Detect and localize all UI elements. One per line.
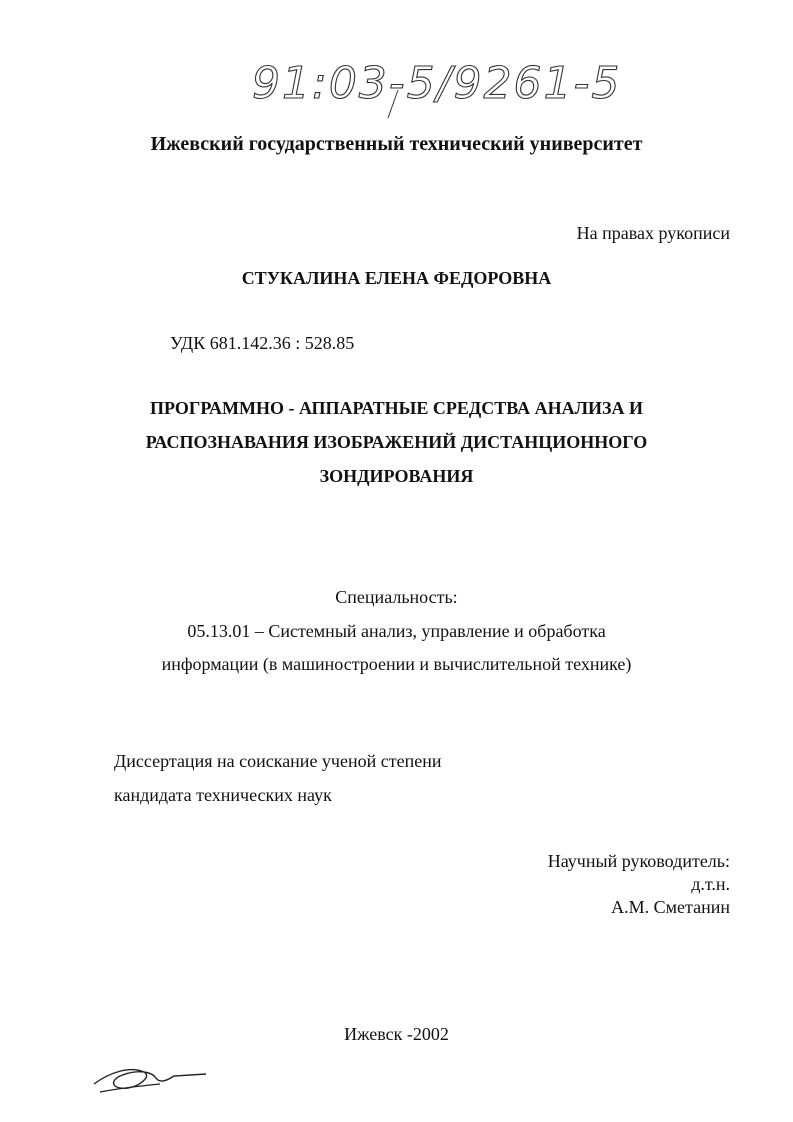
specialty-label: Специальность: xyxy=(335,587,458,607)
university-name: Ижевский государственный технический университет xyxy=(150,133,643,155)
title-line: ЗОНДИРОВАНИЯ xyxy=(319,466,474,486)
manuscript-rights-note: На правах рукописи xyxy=(576,223,730,243)
supervisor-name: А.М. Сметанин xyxy=(611,897,730,917)
supervisor-label: Научный руководитель: xyxy=(547,851,730,871)
handwritten-catalog-text: 91:03-5/9261-5 xyxy=(252,58,622,109)
author-name: СТУКАЛИНА ЕЛЕНА ФЕДОРОВНА xyxy=(241,268,552,288)
city-year: Ижевск -2002 xyxy=(344,1024,449,1044)
dissertation-line: кандидата технических наук xyxy=(114,785,332,805)
title-line: РАСПОЗНАВАНИЯ ИЗОБРАЖЕНИЙ ДИСТАНЦИОННОГО xyxy=(145,432,648,452)
dissertation-line: Диссертация на соискание ученой степени xyxy=(114,751,442,771)
signature-scribble xyxy=(90,1058,210,1098)
handwritten-catalog-number xyxy=(246,40,622,120)
specialty-line: информации (в машиностроении и вычислительной технике) xyxy=(161,654,632,674)
title-line: ПРОГРАММНО - АППАРАТНЫЕ СРЕДСТВА АНАЛИЗА И xyxy=(149,398,644,418)
udc-code: УДК 681.142.36 : 528.85 xyxy=(170,333,355,353)
supervisor-degree: д.т.н. xyxy=(691,874,730,894)
specialty-line: 05.13.01 – Системный анализ, управление и обработка xyxy=(187,621,606,641)
